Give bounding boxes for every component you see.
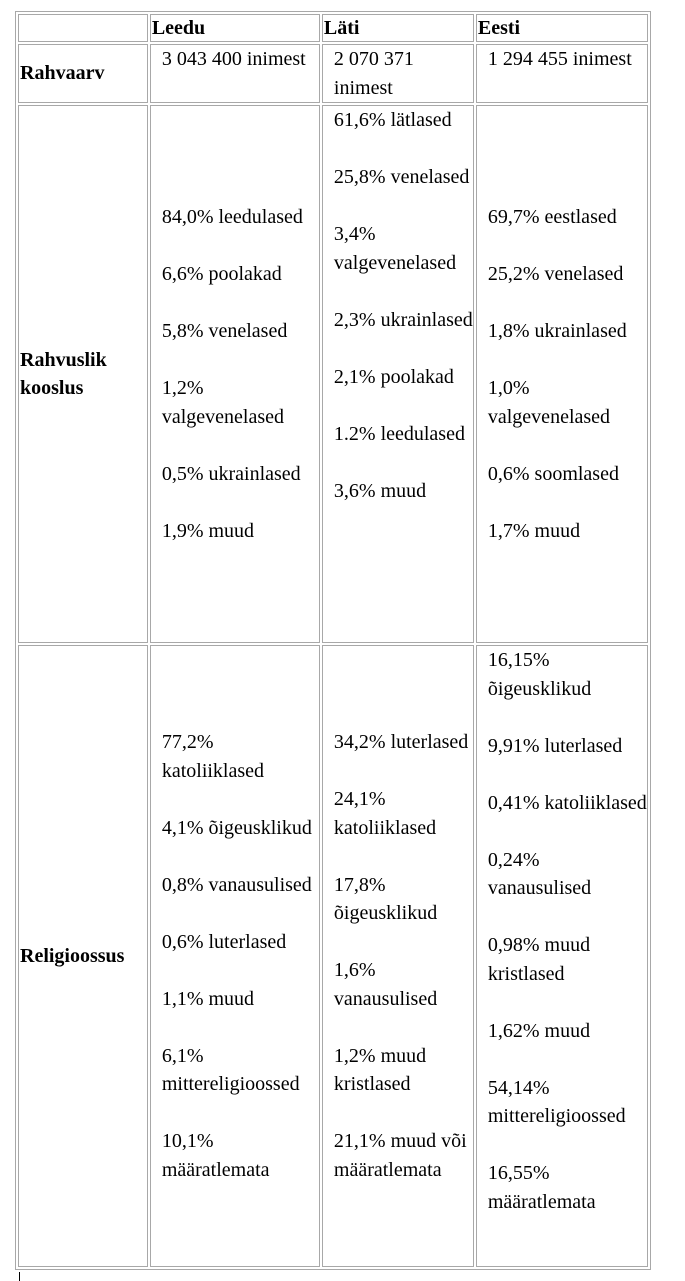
list-item: 6,6% poolakad [161,263,282,285]
list-item: 1,62% muud [487,1019,591,1042]
list-item: 34,2% luterlased [333,731,469,753]
population-cell-leedu [150,44,320,103]
population-cell-lati [322,44,474,103]
corner-cell [18,14,148,42]
list-item: 61,6% lätlased [333,109,452,131]
list-item: 2,1% poolakad [333,365,454,388]
baltic-stats-table [15,11,651,1270]
religion-row [18,645,648,1267]
column-header-eesti: Eesti [476,14,648,42]
population-value: 2 070 371 inimest [333,48,414,99]
list-item: 1.2% leedulased [333,422,465,445]
list-item: 10,1% määratlemata [161,1130,270,1181]
list-item: 6,1% mittereligioossed [161,1044,300,1095]
population-row [18,44,648,103]
column-header-lati: Läti [322,14,474,42]
list-item: 0,6% soomlased [487,462,619,485]
religion-cell-leedu [150,645,320,1267]
list-item: 9,91% luterlased [487,734,623,757]
list-item: 0,6% luterlased [161,930,287,953]
list-item: 84,0% leedulased [161,206,303,228]
list-item: 4,1% õigeusklikud [161,816,312,839]
list-item: 69,7% eestlased [487,206,617,228]
list-item: 21,1% muud või määratlemata [333,1130,467,1181]
ethnic-row [18,105,648,643]
religion-cell-eesti [476,645,648,1267]
list-item: 24,1% katoliiklased [333,788,437,839]
list-item: 3,6% muud [333,479,427,502]
row-header-population: Rahvaarv [18,44,148,103]
list-item: 54,14% mittereligioossed [487,1076,626,1127]
list-item: 0,41% katoliiklased [487,791,647,814]
religion-cell-lati [322,645,474,1267]
population-value: 1 294 455 inimest [487,48,632,70]
list-item: 0,24% vanausulised [487,848,592,899]
list-item: 77,2% katoliiklased [161,731,265,782]
ethnic-cell-lati [322,105,474,643]
list-item: 1,0% valgevenelased [487,377,611,428]
ethnic-cell-eesti [476,105,648,643]
list-item: 1,2% valgevenelased [161,377,284,428]
list-item: 17,8% õigeusklikud [333,873,438,924]
row-header-religion: Religioossus [18,645,148,1267]
list-item: 16,55% määratlemata [487,1162,596,1213]
list-item: 25,2% venelased [487,263,624,285]
list-item: 16,15% õigeusklikud [487,649,592,700]
list-item: 1,2% muud kristlased [333,1044,427,1095]
header-row [18,14,648,42]
list-item: 1,8% ukrainlased [487,320,627,342]
list-item: 1,6% vanausulised [333,959,438,1010]
list-item: 1,7% muud [487,519,581,542]
list-item: 1,1% muud [161,987,255,1010]
list-item: 0,98% muud kristlased [487,934,591,985]
list-item: 0,5% ukrainlased [161,462,301,485]
population-value: 3 043 400 inimest [161,48,306,70]
list-item: 5,8% venelased [161,320,288,342]
list-item: 2,3% ukrainlased [333,308,473,331]
list-item: 3,4% valgevenelased [333,223,457,274]
ethnic-cell-leedu [150,105,320,643]
column-header-leedu: Leedu [150,14,320,42]
list-item: 25,8% venelased [333,166,470,188]
population-cell-eesti [476,44,648,103]
list-item: 1,9% muud [161,519,255,542]
row-header-ethnic: Rahvuslik kooslus [18,105,148,643]
list-item: 0,8% vanausulised [161,873,312,896]
page-edge-mark [19,1272,20,1281]
